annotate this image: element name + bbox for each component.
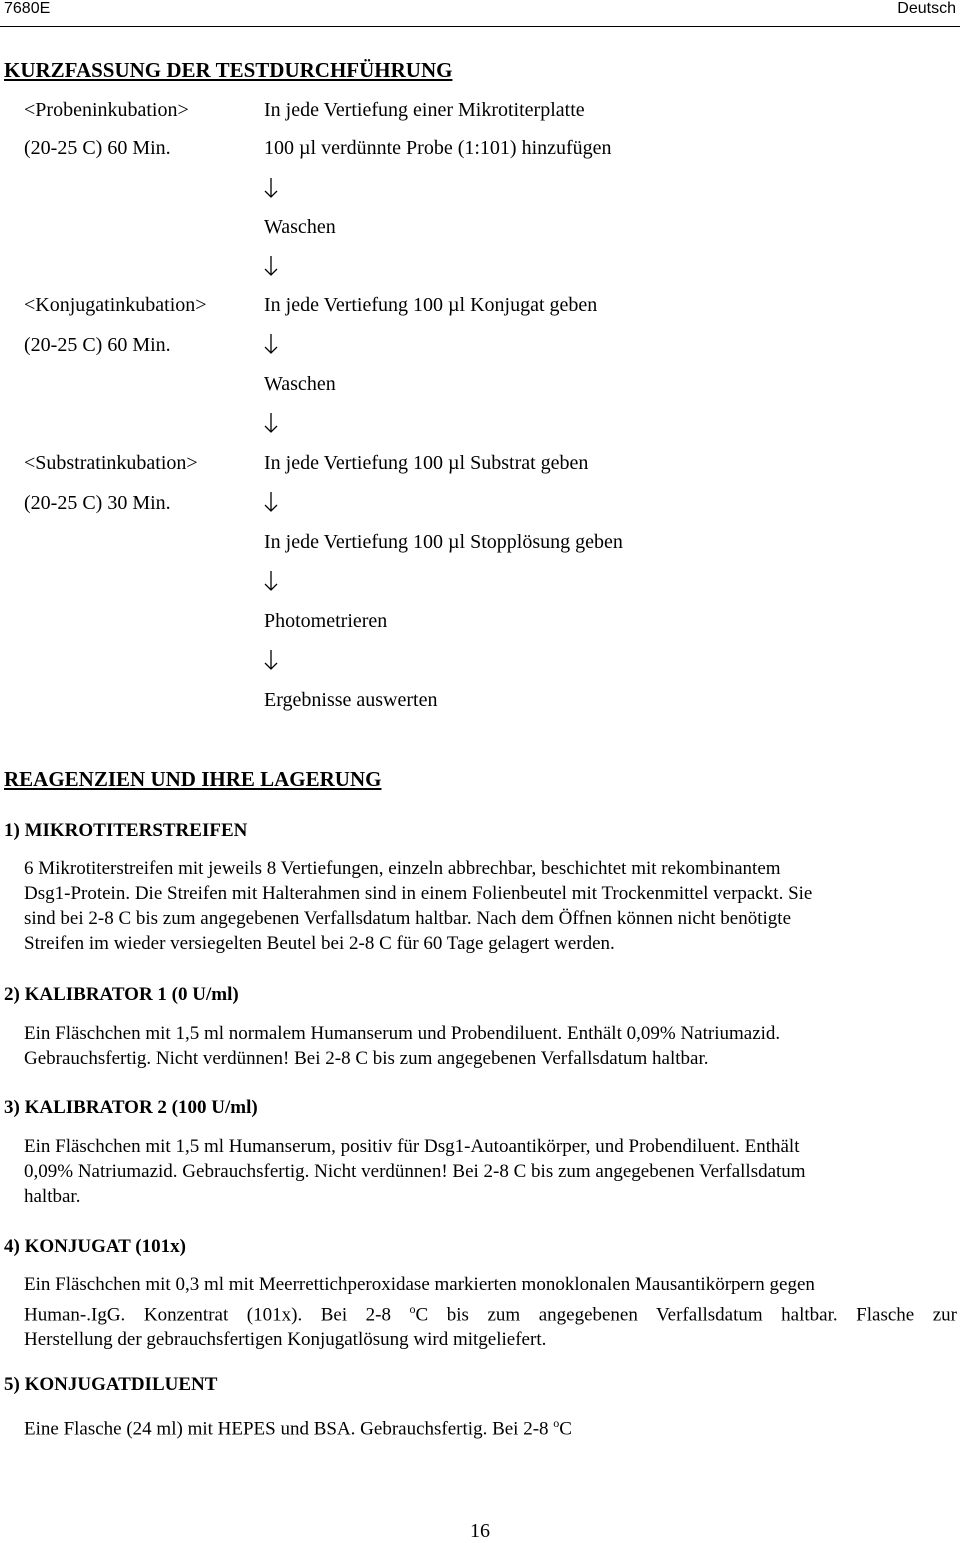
arrow-down-icon [262, 254, 280, 278]
reagent-description [24, 1021, 957, 1071]
step-9: Ergebnisse auswerten [264, 689, 438, 711]
header-language: Deutsch [897, 0, 956, 17]
step-8: Photometrieren [264, 610, 388, 632]
reagents-title: REAGENZIEN UND IHRE LAGERUNG [4, 767, 382, 791]
conjugate-incubation-label: <Konjugatinkubation> [24, 294, 207, 316]
reagent-description [24, 1134, 957, 1209]
text-line: haltbar. [24, 1186, 81, 1207]
degree-superscript: o [553, 1416, 560, 1430]
reagent-heading: 3) KALIBRATOR 2 (100 U/ml) [4, 1097, 258, 1118]
substrate-incubation-conditions: (20-25 C) 30 Min. [24, 492, 171, 514]
header-divider [0, 26, 960, 27]
probe-incubation-label: <Probeninkubation> [24, 99, 189, 121]
text-fragment: C [559, 1418, 572, 1440]
degree-superscript: o [409, 1302, 416, 1316]
reagent-heading: 2) KALIBRATOR 1 (0 U/ml) [4, 984, 239, 1005]
substrate-incubation-label: <Substratinkubation> [24, 452, 198, 474]
text-line: 0,09% Natriumazid. Gebrauchsfertig. Nicht verdünnen! Bei 2-8 C bis zum angegebenen Verfallsdatum [24, 1161, 806, 1182]
arrow-down-icon [262, 411, 280, 435]
step-4: In jede Vertiefung 100 µl Konjugat geben [264, 294, 598, 316]
probe-incubation-conditions: (20-25 C) 60 Min. [24, 137, 171, 159]
arrow-down-icon [262, 490, 280, 514]
text-line: 6 Mikrotiterstreifen mit jeweils 8 Vertiefungen, einzeln abbrechbar, beschichtet mit rekombinantem [24, 858, 781, 879]
step-7: In jede Vertiefung 100 µl Stopplösung geben [264, 531, 623, 553]
arrow-down-icon [262, 332, 280, 356]
arrow-down-icon [262, 569, 280, 593]
reagent-description [24, 856, 957, 956]
text-line: sind bei 2-8 C bis zum angegebenen Verfallsdatum haltbar. Nach dem Öffnen können nicht benötigte [24, 908, 792, 929]
header-document-code: 7680E [4, 0, 51, 17]
step-6: In jede Vertiefung 100 µl Substrat geben [264, 452, 589, 474]
conjugate-incubation-conditions: (20-25 C) 60 Min. [24, 334, 171, 356]
text-line-with-superscript [24, 1411, 957, 1441]
text-line: Ein Fläschchen mit 1,5 ml normalem Humanserum und Probendiluent. Enthält 0,09% Natriumazid. [24, 1023, 781, 1044]
text-line: Herstellung der gebrauchsfertigen Konjugatlösung wird mitgeliefert. [24, 1329, 547, 1351]
arrow-down-icon [262, 176, 280, 200]
reagent-description [24, 1272, 957, 1352]
text-fragment: Human-.IgG. Konzentrat (101x). Bei 2-8 [24, 1304, 391, 1326]
step-2: 100 µl verdünnte Probe (1:101) hinzufügen [264, 137, 612, 159]
arrow-down-icon [262, 648, 280, 672]
text-line: Ein Fläschchen mit 1,5 ml Humanserum, positiv für Dsg1-Autoantikörper, und Probendiluent. Enthält [24, 1136, 800, 1157]
text-fragment: C bis zum angegebenen Verfallsdatum haltbar. Flasche zur [415, 1304, 957, 1326]
step-5: Waschen [264, 373, 336, 395]
text-line: Dsg1-Protein. Die Streifen mit Halterahmen sind in einem Folienbeutel mit Trockenmittel verpackt. Sie [24, 883, 813, 904]
page-number: 16 [470, 1520, 490, 1542]
text-line-with-superscript [24, 1297, 957, 1327]
reagent-heading: 1) MIKROTITERSTREIFEN [4, 820, 248, 841]
text-fragment: Eine Flasche (24 ml) mit HEPES und BSA. Gebrauchsfertig. Bei 2-8 [24, 1418, 549, 1440]
step-1: In jede Vertiefung einer Mikrotiterplatte [264, 99, 585, 121]
reagent-heading: 5) KONJUGATDILUENT [4, 1374, 218, 1395]
text-line: Gebrauchsfertig. Nicht verdünnen! Bei 2-8 C bis zum angegebenen Verfallsdatum haltbar. [24, 1048, 709, 1069]
text-line: Streifen im wieder versiegelten Beutel bei 2-8 C für 60 Tage gelagert werden. [24, 933, 615, 954]
reagent-description [24, 1411, 957, 1441]
reagent-heading: 4) KONJUGAT (101x) [4, 1236, 186, 1257]
summary-title: KURZFASSUNG DER TESTDURCHFÜHRUNG [4, 58, 453, 82]
step-3: Waschen [264, 216, 336, 238]
text-line: Ein Fläschchen mit 0,3 ml mit Meerrettichperoxidase markierten monoklonalen Mausantikörpern gegen [24, 1274, 815, 1295]
